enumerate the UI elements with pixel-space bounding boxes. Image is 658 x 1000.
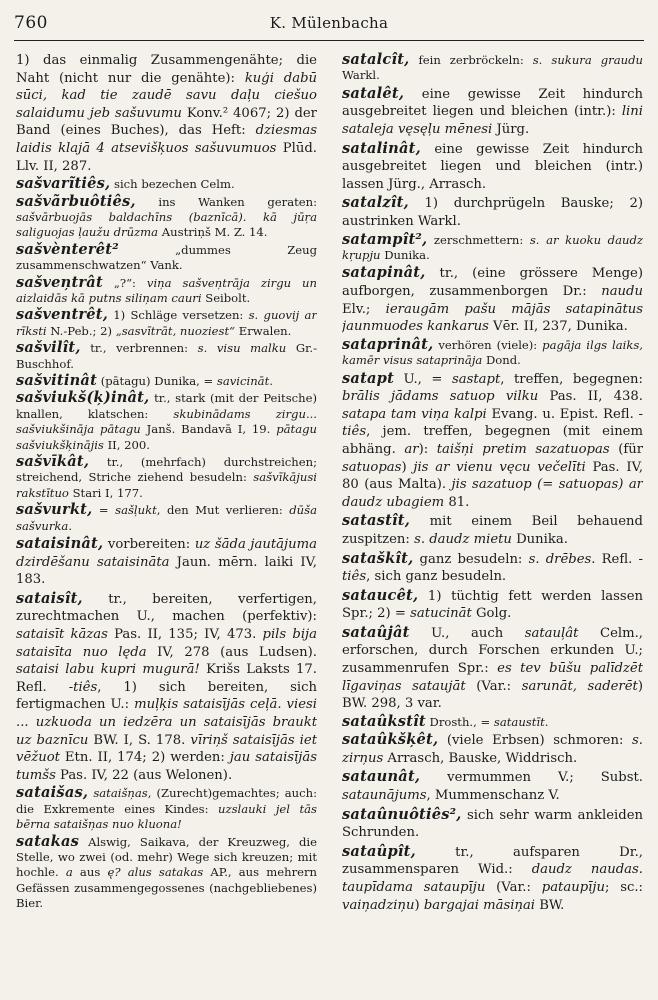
definition-text: aus bbox=[72, 865, 108, 880]
example-text: viņa sašveņtrāja zirgu un aizlaidās kā putns siliņam cauri bbox=[16, 275, 317, 305]
dictionary-entry bbox=[342, 264, 643, 335]
headword: sataprinât, bbox=[342, 335, 434, 353]
headword: sašvilît, bbox=[16, 339, 81, 357]
definition-text: (Var.: bbox=[485, 880, 542, 895]
definition-text: Stari I, 177. bbox=[68, 485, 143, 500]
example-text: satauļât bbox=[524, 625, 579, 641]
example-text: sataisīt kāzas bbox=[16, 627, 108, 643]
right-column bbox=[342, 52, 643, 992]
example-text: -tiês bbox=[342, 406, 643, 440]
definition-text: verhören (viele): bbox=[433, 337, 543, 352]
definition-text: 1) Schläge versetzen: bbox=[108, 308, 249, 323]
dictionary-entry bbox=[16, 454, 317, 501]
definition-text: Plūd. Llv. II, 287. bbox=[16, 140, 317, 174]
example-text: -tiês bbox=[68, 679, 98, 695]
headword: satalêt, bbox=[342, 84, 405, 102]
headword: satalzît, bbox=[342, 194, 409, 212]
example-text: s. zirņus bbox=[342, 733, 643, 766]
dictionary-entry bbox=[342, 52, 643, 84]
definition-text: , Mummenschanz V. bbox=[426, 788, 560, 804]
definition-text: BW. bbox=[535, 897, 565, 913]
dictionary-entry bbox=[342, 624, 643, 713]
running-head: K. Mülenbacha bbox=[269, 14, 389, 32]
example-text: sastapt bbox=[451, 371, 501, 387]
example-text: uz šāda jautājuma dzirdēšanu sataisināta bbox=[16, 537, 317, 570]
example-text: satuopas bbox=[342, 459, 402, 475]
definition-text: Drosth., = bbox=[425, 714, 494, 729]
definition-text: . bbox=[269, 374, 273, 389]
definition-text: ins Wanken geraten: bbox=[135, 194, 317, 209]
definition-text: Austriņš M. Z. 14. bbox=[158, 225, 268, 240]
definition-text: ) bbox=[414, 897, 424, 913]
example-text: ę? alus satakas bbox=[107, 865, 204, 880]
definition-text: N.-Peb.; 2) bbox=[46, 323, 116, 338]
example-text: s. visu malku bbox=[197, 341, 287, 356]
headword: sataškît, bbox=[342, 549, 414, 567]
dictionary-entry bbox=[342, 85, 643, 139]
definition-text: „?“: bbox=[102, 275, 147, 290]
definition-text: 1) durchprügeln Bauske; 2) austrinken Warkl. bbox=[342, 196, 643, 229]
dictionary-entry bbox=[16, 307, 317, 339]
headword: sašvurkt, bbox=[16, 501, 93, 519]
definition-text: Jaun. mērn. laiki IV, 183. bbox=[16, 554, 317, 588]
definition-text: Arrasch, Bauske, Widdrisch. bbox=[383, 750, 578, 766]
headword: sašviukš(ķ)inât, bbox=[16, 389, 150, 407]
dictionary-entry bbox=[342, 731, 643, 767]
definition-text: 81. bbox=[444, 494, 470, 510]
headword: sataisît, bbox=[16, 589, 83, 607]
example-text: uzslauki jel tās bērna sataišņas nuo kluona! bbox=[16, 801, 317, 832]
definition-text: Dunika. bbox=[511, 531, 568, 547]
dictionary-entry bbox=[16, 834, 317, 912]
definition-text: tr., stark (mit der Peitsche) knallen, klatschen: bbox=[16, 391, 317, 421]
headword: satapt bbox=[342, 369, 395, 387]
dictionary-entry bbox=[342, 843, 643, 914]
headword: sataûkstît bbox=[342, 712, 426, 730]
definition-text: Krišs Laksts 17. Refl. bbox=[16, 662, 317, 695]
definition-text: eine gewisse Zeit hindurch ausgebreitet liegen und bleichen (intr.): bbox=[342, 86, 643, 120]
definition-text: U., auch bbox=[409, 625, 525, 641]
example-text: sataustīt bbox=[493, 714, 545, 729]
dictionary-entry bbox=[16, 502, 317, 534]
definition-text: Janš. Bandavā I, 19. bbox=[140, 422, 277, 437]
example-text: lini sataleja vęsęļu mēnesi bbox=[342, 104, 643, 137]
example-text: sataunājums bbox=[342, 788, 427, 804]
definition-text: tr., bereiten, verfertigen, zurechtmachen U., machen (perfektiv): bbox=[16, 591, 317, 625]
example-text: pātagu sašviukšķinājis bbox=[16, 422, 317, 452]
dictionary-entry bbox=[16, 275, 317, 307]
dictionary-entry bbox=[342, 714, 643, 730]
definition-text: U., = bbox=[394, 371, 452, 387]
dictionary-entry bbox=[342, 337, 643, 369]
definition-text: eine gewisse Zeit hindurch ausgebreitet liegen und bleichen (intr.) lassen Jürg., Arrasch. bbox=[342, 141, 643, 192]
example-text: satapa tam viņa kalpi bbox=[342, 406, 487, 422]
example-text: skubinādams zirgu... sašviukšināja pātagu bbox=[16, 406, 317, 437]
definition-text: . Refl. bbox=[591, 551, 639, 567]
definition-text: Etn. II, 174; 2) werden: bbox=[59, 750, 230, 766]
definition-text: ; sc.: bbox=[604, 880, 643, 895]
headword: sataûnuôtiês², bbox=[342, 805, 462, 823]
definition-text: AP., aus mehrern Gefässen zusammengegossenes (nachgebliebenes) Bier. bbox=[16, 865, 317, 911]
example-text: sašvīkājusi rakstītuo bbox=[16, 470, 317, 500]
dictionary-entry bbox=[342, 232, 643, 264]
example-text: dūša sašvurka bbox=[16, 503, 317, 533]
definition-text: Konv.² 4067; 2) der Band (eines Buches), das Heft: bbox=[16, 105, 317, 139]
example-text: sašvārbuojās baldachīns (baznīcā). kā jūŗa saliguojas ļaužu drūzma bbox=[16, 209, 317, 240]
dictionary-entry bbox=[16, 390, 317, 453]
definition-text: , (Zurecht)gemachtes; auch: die Exkremente eines Kindes: bbox=[16, 786, 317, 816]
definition-text: tr., (mehrfach) durchstreichen; streichend, Striche ziehend besudeln: bbox=[16, 455, 317, 485]
definition-text: II, 200. bbox=[103, 437, 150, 452]
dictionary-entry bbox=[16, 590, 317, 785]
definition-text: vorbereiten: bbox=[103, 537, 195, 553]
headword: sašveņtrât bbox=[16, 273, 103, 291]
definition-text: Celm., erforschen, durch Forschen erkunden U.; zusammenrufen Spr.: bbox=[342, 625, 643, 677]
definition-text: Vēr. II, 237, Dunika. bbox=[488, 319, 628, 335]
definition-text: , sich ganz besudeln. bbox=[366, 569, 507, 585]
definition-text: mit einem Beil behauend zuspitzen: bbox=[342, 514, 643, 547]
definition-text: IV, 278 (aus Ludsen). bbox=[146, 644, 317, 660]
definition-text: Dunika. bbox=[380, 247, 430, 262]
definition-text: Seibolt. bbox=[201, 291, 251, 305]
dictionary-entry bbox=[342, 587, 643, 623]
example-text: jis sazatuop (= satuopas) ar daudz ubagiem bbox=[342, 477, 643, 510]
dictionary-entry bbox=[342, 370, 643, 512]
page-number: 760 bbox=[14, 13, 48, 33]
definition-text: ): bbox=[418, 441, 437, 457]
definition-text: 1) tüchtig fett werden lassen Spr.; 2) = bbox=[342, 588, 643, 622]
definition-text: zerschmettern: bbox=[427, 232, 530, 247]
example-text: brālis jādams satuop vilku bbox=[342, 389, 539, 405]
dictionary-entry bbox=[16, 535, 317, 589]
definition-text: Alswig, Saikava, der Kreuzweg, die Stelle, wo zwei (od. mehr) Wege sich kreuzen; mit hochle. bbox=[16, 834, 317, 880]
example-text: sašļukt bbox=[115, 503, 157, 518]
headword: sataunât, bbox=[342, 768, 421, 786]
example-text: naudu bbox=[601, 283, 643, 299]
definition-text: „dummes Zeug zusammenschwatzen“ Vank. bbox=[16, 242, 317, 273]
example-text: ieraugām pašu mājās satapinātus jaunmuodes kankarus bbox=[342, 301, 643, 335]
definition-text: Pas. II, 135; IV, 473. bbox=[107, 627, 263, 643]
definition-text: sich sehr warm ankleiden Schrunden. bbox=[342, 807, 643, 841]
definition-text: , jem. treffen, begegnen (mit einem abhäng. bbox=[342, 424, 643, 457]
definition-text: Golg. bbox=[471, 606, 512, 622]
example-text: satucināt bbox=[410, 606, 472, 622]
headword: sataûjât bbox=[342, 623, 410, 641]
definition-text: sich bezechen Celm. bbox=[110, 177, 235, 192]
example-text: a bbox=[65, 865, 73, 880]
example-text: s. daudz mietu bbox=[414, 531, 512, 547]
headword: satalcît, bbox=[342, 52, 410, 68]
definition-text: (pātagu) Dunika, = bbox=[97, 374, 217, 389]
example-text: jau sataisījās tumšs bbox=[16, 750, 317, 783]
example-text: daudz naudas. taupīdama sataupīju bbox=[342, 862, 643, 895]
definition-text: , treffen, begegnen: bbox=[500, 371, 643, 387]
example-text: vīriņš sataisījās iet vēžuot bbox=[16, 732, 317, 766]
dictionary-entry bbox=[342, 550, 643, 586]
definition-text: , den Mut verlieren: bbox=[156, 503, 290, 518]
definition-text: fein zerbröckeln: bbox=[409, 53, 533, 67]
dictionary-entry bbox=[16, 52, 317, 175]
definition-text: Gr.-Buschhof. bbox=[16, 341, 317, 371]
headword: sašvènterêt² bbox=[16, 240, 119, 258]
dictionary-entry bbox=[16, 340, 317, 372]
definition-text: (viele Erbsen) schmoren: bbox=[438, 733, 633, 749]
definition-text: BW. I, S. 178. bbox=[88, 732, 191, 748]
definition-text: Elv.; bbox=[342, 301, 386, 317]
example-text: s. sukura graudu bbox=[532, 53, 643, 67]
definition-text: . bbox=[544, 714, 549, 729]
headword: satastît, bbox=[342, 512, 410, 530]
example-text: „sasvītrāt, nuoziest“ bbox=[115, 323, 236, 338]
dictionary-entry bbox=[342, 194, 643, 230]
definition-text: tr., (eine grössere Menge) aufborgen, zusammenborgen Dr.: bbox=[342, 266, 643, 299]
example-text: sarunāt, saderēt bbox=[521, 678, 638, 694]
example-text: sataisi labu kupri mugurā! bbox=[16, 662, 200, 678]
example-text: bargajai māsiņai bbox=[423, 897, 536, 913]
definition-text: , 1) sich bereiten, sich fertigmachen U.: bbox=[16, 679, 317, 713]
example-text: s. drēbes bbox=[528, 551, 592, 567]
definition-text: ganz besudeln: bbox=[413, 551, 529, 567]
dictionary-entry bbox=[342, 512, 643, 548]
example-text: dziesmas laidis klajā 4 atsevišķuos sašuvumuos bbox=[16, 123, 317, 156]
dictionary-entry bbox=[342, 140, 643, 194]
dictionary-entry bbox=[16, 194, 317, 241]
definition-text: (Var.: bbox=[465, 678, 522, 694]
left-column bbox=[16, 52, 317, 992]
dictionary-entry bbox=[16, 785, 317, 832]
example-text: pagāja ilgs laiks, kamēr visus sataprināja bbox=[342, 337, 643, 368]
headword: sašvīkât, bbox=[16, 453, 90, 471]
example-text: sataišņas bbox=[93, 786, 148, 801]
definition-text: Pas. II, 438. bbox=[538, 389, 643, 405]
dictionary-entry bbox=[16, 373, 317, 389]
definition-text: tr., aufsparen Dr., zusammensparen Wid.: bbox=[342, 844, 643, 878]
definition-text: = bbox=[92, 503, 116, 518]
headword: satalinât, bbox=[342, 139, 421, 157]
definition-text: Jürg. bbox=[492, 122, 530, 137]
dictionary-entry bbox=[16, 242, 317, 274]
headword: sataisinât, bbox=[16, 535, 104, 553]
headword: satapinât, bbox=[342, 264, 426, 282]
definition-text: Pas. IV, 80 (aus Malta). bbox=[342, 459, 643, 493]
example-text: muļķis sataisījās ceļā. viesi ... uzkuoda un iedzēra un sataisījās braukt uz baznīcu bbox=[16, 697, 317, 748]
headword: sašventrêt, bbox=[16, 306, 108, 324]
example-text: ar bbox=[404, 441, 419, 457]
dictionary-entry bbox=[342, 768, 643, 804]
example-text: s. guovij ar rīksti bbox=[16, 308, 317, 338]
definition-text: (für bbox=[609, 441, 643, 457]
definition-text: 1) das einmalig Zusammengenähte; die Naht (nicht nur die genähte): bbox=[16, 53, 317, 86]
headword: sašvitinât bbox=[16, 372, 98, 390]
example-text: vaiņadziņu bbox=[342, 897, 415, 913]
example-text: es tev būšu palīdzēt līgaviņas sataujāt bbox=[342, 661, 643, 694]
dictionary-entry bbox=[16, 176, 317, 192]
headword: sataucêt, bbox=[342, 586, 419, 604]
definition-text: Dond. bbox=[482, 353, 521, 368]
definition-text: Pas. IV, 22 (aus Welonen). bbox=[55, 767, 233, 783]
example-text: pataupīju bbox=[541, 880, 605, 895]
example-text: taišņi pretim sazatuopas bbox=[436, 441, 610, 457]
headword: sataûkšķêt, bbox=[342, 731, 439, 749]
headword: sataišas, bbox=[16, 784, 89, 802]
definition-text: Evang. u. Epist. Refl. bbox=[486, 406, 639, 422]
definition-text: vermummen V.; Subst. bbox=[420, 770, 643, 786]
page-header bbox=[14, 4, 644, 41]
example-text: jis ar vienu vęcu večelīti bbox=[413, 459, 586, 475]
definition-text: tr., verbrennen: bbox=[80, 341, 198, 356]
definition-text: ) BW. 298, 3 var. bbox=[342, 678, 643, 712]
definition-text: Erwalen. bbox=[235, 323, 292, 338]
headword: satampît², bbox=[342, 230, 428, 248]
example-text: -tiês bbox=[342, 551, 643, 585]
example-text: kuģi dabū sūci, kad tie zaudē savu daļu ciešuo salaidumu jeb sašuvumu bbox=[16, 70, 317, 121]
headword: sašvarĩtiês, bbox=[16, 175, 111, 193]
definition-text: . bbox=[68, 518, 72, 533]
example-text: savicināt bbox=[216, 374, 270, 389]
headword: satakas bbox=[16, 832, 80, 850]
dictionary-entry bbox=[342, 806, 643, 842]
definition-text: Warkl. bbox=[342, 68, 380, 83]
headword: sataûpît, bbox=[342, 842, 416, 860]
example-text: s. ar kuoku daudz kŗupju bbox=[342, 232, 643, 262]
headword: sašvãrbuôtiês, bbox=[16, 192, 136, 210]
example-text: pils bija sataisīta nuo lęda bbox=[16, 627, 317, 660]
definition-text: ) bbox=[401, 459, 414, 475]
